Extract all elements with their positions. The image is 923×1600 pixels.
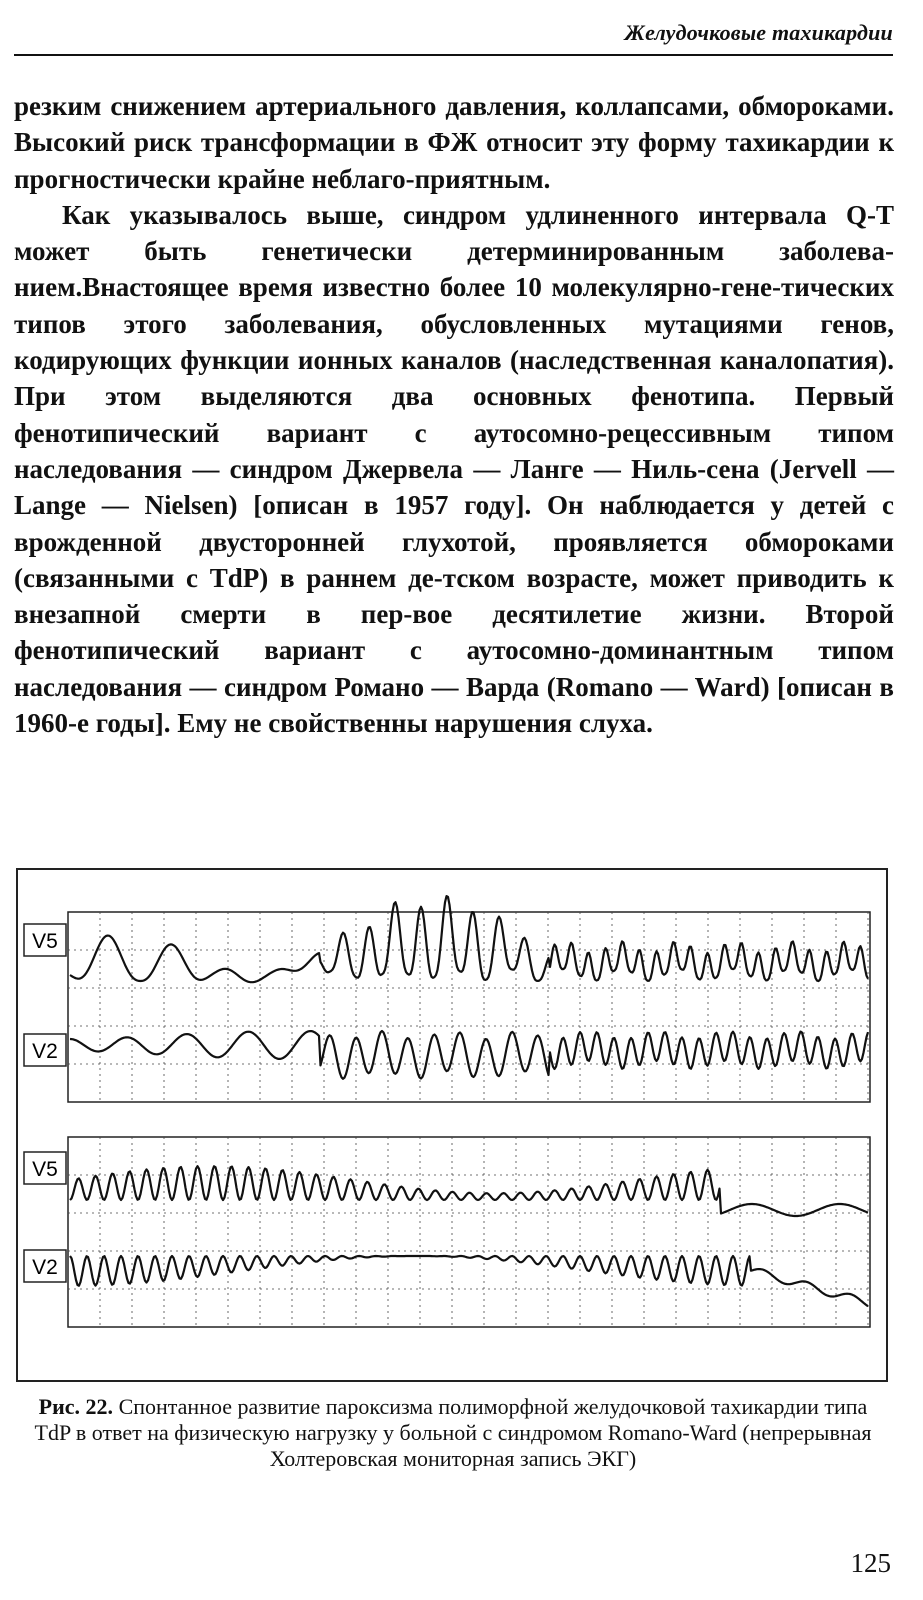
running-header-title: Желудочковые тахикардии [624, 20, 893, 45]
body-text [14, 88, 894, 741]
ecg-figure [16, 868, 888, 1382]
paragraph-1: резким снижением артериального давления, коллапсами, обмороками. Высокий риск трансформации в ФЖ относит эту форму тахикардии к прогностически крайне неблаго-приятным. [14, 91, 894, 194]
figure-caption-text: Спонтанное развитие пароксизма полиморфной желудочковой тахикардии типа TdP в ответ на физическую нагрузку у больной с синдромом Romano-Ward (непрерывная Холтеровская мониторная запись ЭКГ) [34, 1394, 872, 1471]
lead-label-v2-strip1: V2 [32, 1040, 58, 1063]
paragraph-2: Как указывалось выше, синдром удлиненного интервала Q-T может быть генетически детерминированным заболева-нием.Внастоящее время известно более 10 молекулярно-гене-тических типов этого заболевания, обусловленных мутациями генов, кодирующих функции ионных каналов (наследственная каналопатия). При этом выделяются два основных фенотипа. Первый фенотипический вариант с аутосомно-рецессивным типом наследования — синдром Джервела — Ланге — Ниль-сена (Jervell — Lange — Nielsen) [описан в 1957 году]. Он наблюдается у детей с врожденной двусторонней глухотой, проявляется обмороками (связанными с TdP) в раннем де-тском возрасте, может приводить к внезапной смерти в пер-вое десятилетие жизни. Второй фенотипический вариант с аутосомно-доминантным типом наследования — синдром Романо — Варда (Romano — Ward) [описан в 1960-е годы]. Ему не свойственны нарушения слуха. [14, 199, 894, 739]
ecg-strip-2-frame [68, 1137, 870, 1327]
lead-label-v2-strip2: V2 [32, 1256, 58, 1279]
lead-label-v5-strip2: V5 [32, 1158, 58, 1181]
figure-caption [20, 1394, 886, 1472]
page-number: 125 [850, 1548, 891, 1578]
ecg-figure-svg [18, 870, 890, 1384]
figure-caption-label: Рис. 22. [38, 1394, 114, 1419]
running-header [14, 14, 893, 56]
lead-label-v5-strip1: V5 [32, 930, 58, 953]
ecg-strip-1-frame [68, 912, 870, 1102]
